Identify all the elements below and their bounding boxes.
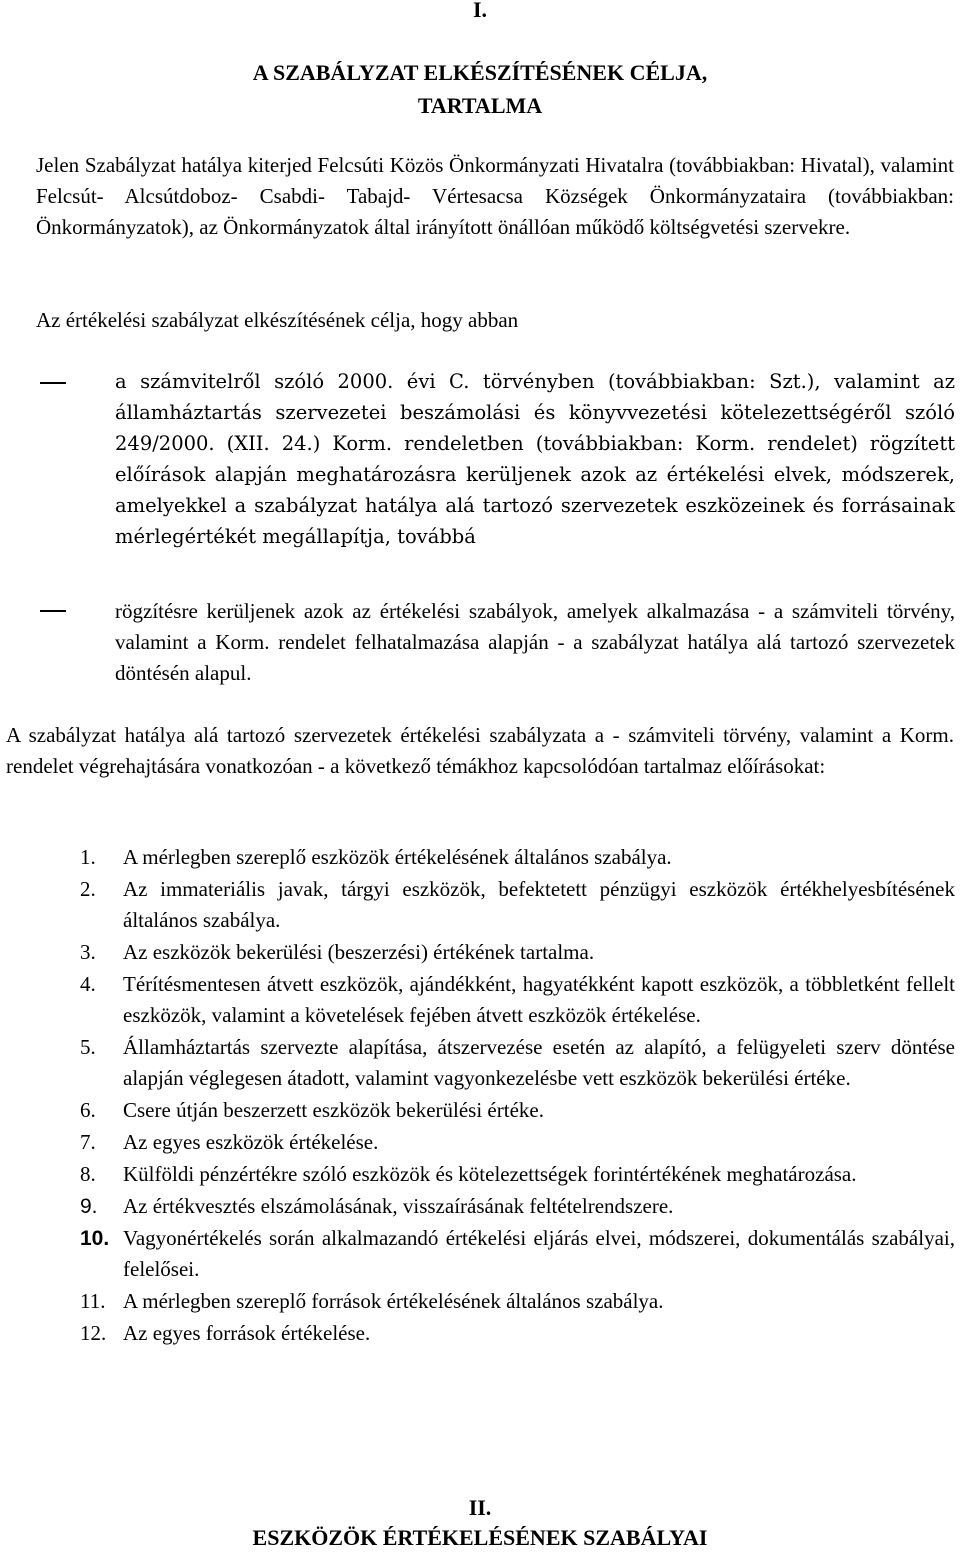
list-item — [60, 1286, 955, 1317]
bullet-item: a számvitelről szóló 2000. évi C. törvényben (továbbiakban: Szt.), valamint az államháztartás szervezetei beszámolási és könyvvezetési kötelezettségéről szóló 249/2000. (XII. 24.) Korm. rendeletben (továbbiakban: Korm. rendelet) rögzített előírások alapján meghatározásra kerüljenek azok az értékelési elvek, módszerek, amelyekkel a szabályzat hatálya alá tartozó szervezetek eszközeinek és forrásainak mérlegértékét megállapítja, továbbá — [115, 370, 955, 548]
list-item-number: 12. — [80, 1321, 107, 1345]
section-number: I. — [472, 0, 488, 22]
purpose-paragraph: Az értékelési szabályzat elkészítésének célja, hogy abban — [36, 308, 519, 332]
list-item-text: Az értékvesztés elszámolásának, visszaírásának feltételrendszere. — [123, 1194, 674, 1218]
bullet-dash-icon — [40, 382, 66, 384]
list-item — [60, 1095, 955, 1126]
section-number: II. — [468, 1495, 492, 1520]
section-title: ESZKÖZÖK ÉRTÉKELÉSÉNEK SZABÁLYAI — [252, 1525, 708, 1550]
list-item-text: Az eszközök bekerülési (beszerzési) értékének tartalma. — [123, 940, 595, 964]
list-item-number: 4. — [80, 972, 96, 996]
list-item-text: Térítésmentesen átvett eszközök, ajándékként, hagyatékként kapott eszközök, a többletként fellelt eszközök, valamint a követelések fejében átvett eszközök értékelése. — [123, 972, 955, 1027]
list-item — [60, 969, 955, 1031]
list-item — [60, 1191, 955, 1222]
intro-paragraph: Jelen Szabályzat hatálya kiterjed Felcsúti Közös Önkormányzati Hivatalra (továbbiakban: Hivatal), valamint Felcsút- Alcsútdoboz- Csabdi- Tabajd- Vértesacsa Községek Önkormányzataira (továbbiakban: Önkormányzatok), az Önkormányzatok által irányított önállóan működő költségvetési szervekre. — [36, 153, 954, 239]
list-item — [60, 1318, 955, 1349]
list-item-text: Külföldi pénzértékre szóló eszközök és kötelezettségek forintértékének meghatározása. — [123, 1162, 857, 1186]
list-item-number: 6. — [80, 1098, 96, 1122]
list-item — [60, 1223, 955, 1285]
bullet-item: rögzítésre kerüljenek azok az értékelési szabályok, amelyek alkalmazása - a számviteli törvény, valamint a Korm. rendelet felhatalmazása alapján - a szabályzat hatálya alá tartozó szervezetek döntésén alapul. — [115, 599, 955, 685]
list-item-text: Vagyonértékelés során alkalmazandó értékelési eljárás elvei, módszerei, dokumentálás szabályai, felelősei. — [123, 1226, 955, 1281]
list-item-number: 10. — [80, 1227, 110, 1250]
list-item — [60, 1032, 955, 1094]
section-title — [0, 56, 960, 122]
list-item-number: 9. — [80, 1195, 98, 1218]
list-item-number: 7. — [80, 1130, 96, 1154]
list-item-number: 3. — [80, 940, 96, 964]
list-item-number: 5. — [80, 1035, 96, 1059]
list-item — [60, 937, 955, 968]
list-item-number: 1. — [80, 845, 96, 869]
list-item-text: Államháztartás szervezte alapítása, átszervezése esetén az alapító, a felügyeleti szerv döntése alapján véglegesen átadott, valamint vagyonkezelésbe vett eszközök bekerülési értéke. — [123, 1035, 955, 1090]
list-item — [60, 874, 955, 936]
list-item — [60, 1159, 955, 1190]
list-item-number: 8. — [80, 1162, 96, 1186]
list-item-number: 11. — [80, 1289, 106, 1313]
list-item-text: Az egyes források értékelése. — [123, 1321, 371, 1345]
list-item-text: A mérlegben szereplő eszközök értékelésének általános szabálya. — [123, 845, 672, 869]
list-item-text: Csere útján beszerzett eszközök bekerülési értéke. — [123, 1098, 544, 1122]
list-item — [60, 1127, 955, 1158]
list-item-text: A mérlegben szereplő források értékelésének általános szabálya. — [123, 1289, 664, 1313]
bullet-dash-icon — [40, 610, 66, 612]
topic-list — [60, 842, 955, 1350]
scope-paragraph: A szabályzat hatálya alá tartozó szervezetek értékelési szabályzata a - számviteli törvény, valamint a Korm. rendelet végrehajtására vonatkozóan - a következő témákhoz kapcsolódóan tartalmaz előírásokat: — [6, 723, 954, 778]
section-title-line-1: A SZABÁLYZAT ELKÉSZÍTÉSÉNEK CÉLJA, — [252, 60, 708, 85]
list-item-text: Az egyes eszközök értékelése. — [123, 1130, 379, 1154]
list-item-text: Az immateriális javak, tárgyi eszközök, befektetett pénzügyi eszközök értékhelyesbítésének általános szabálya. — [123, 877, 955, 932]
section-title-line-2: TARTALMA — [417, 93, 543, 118]
list-item-number: 2. — [80, 877, 96, 901]
list-item — [60, 842, 955, 873]
